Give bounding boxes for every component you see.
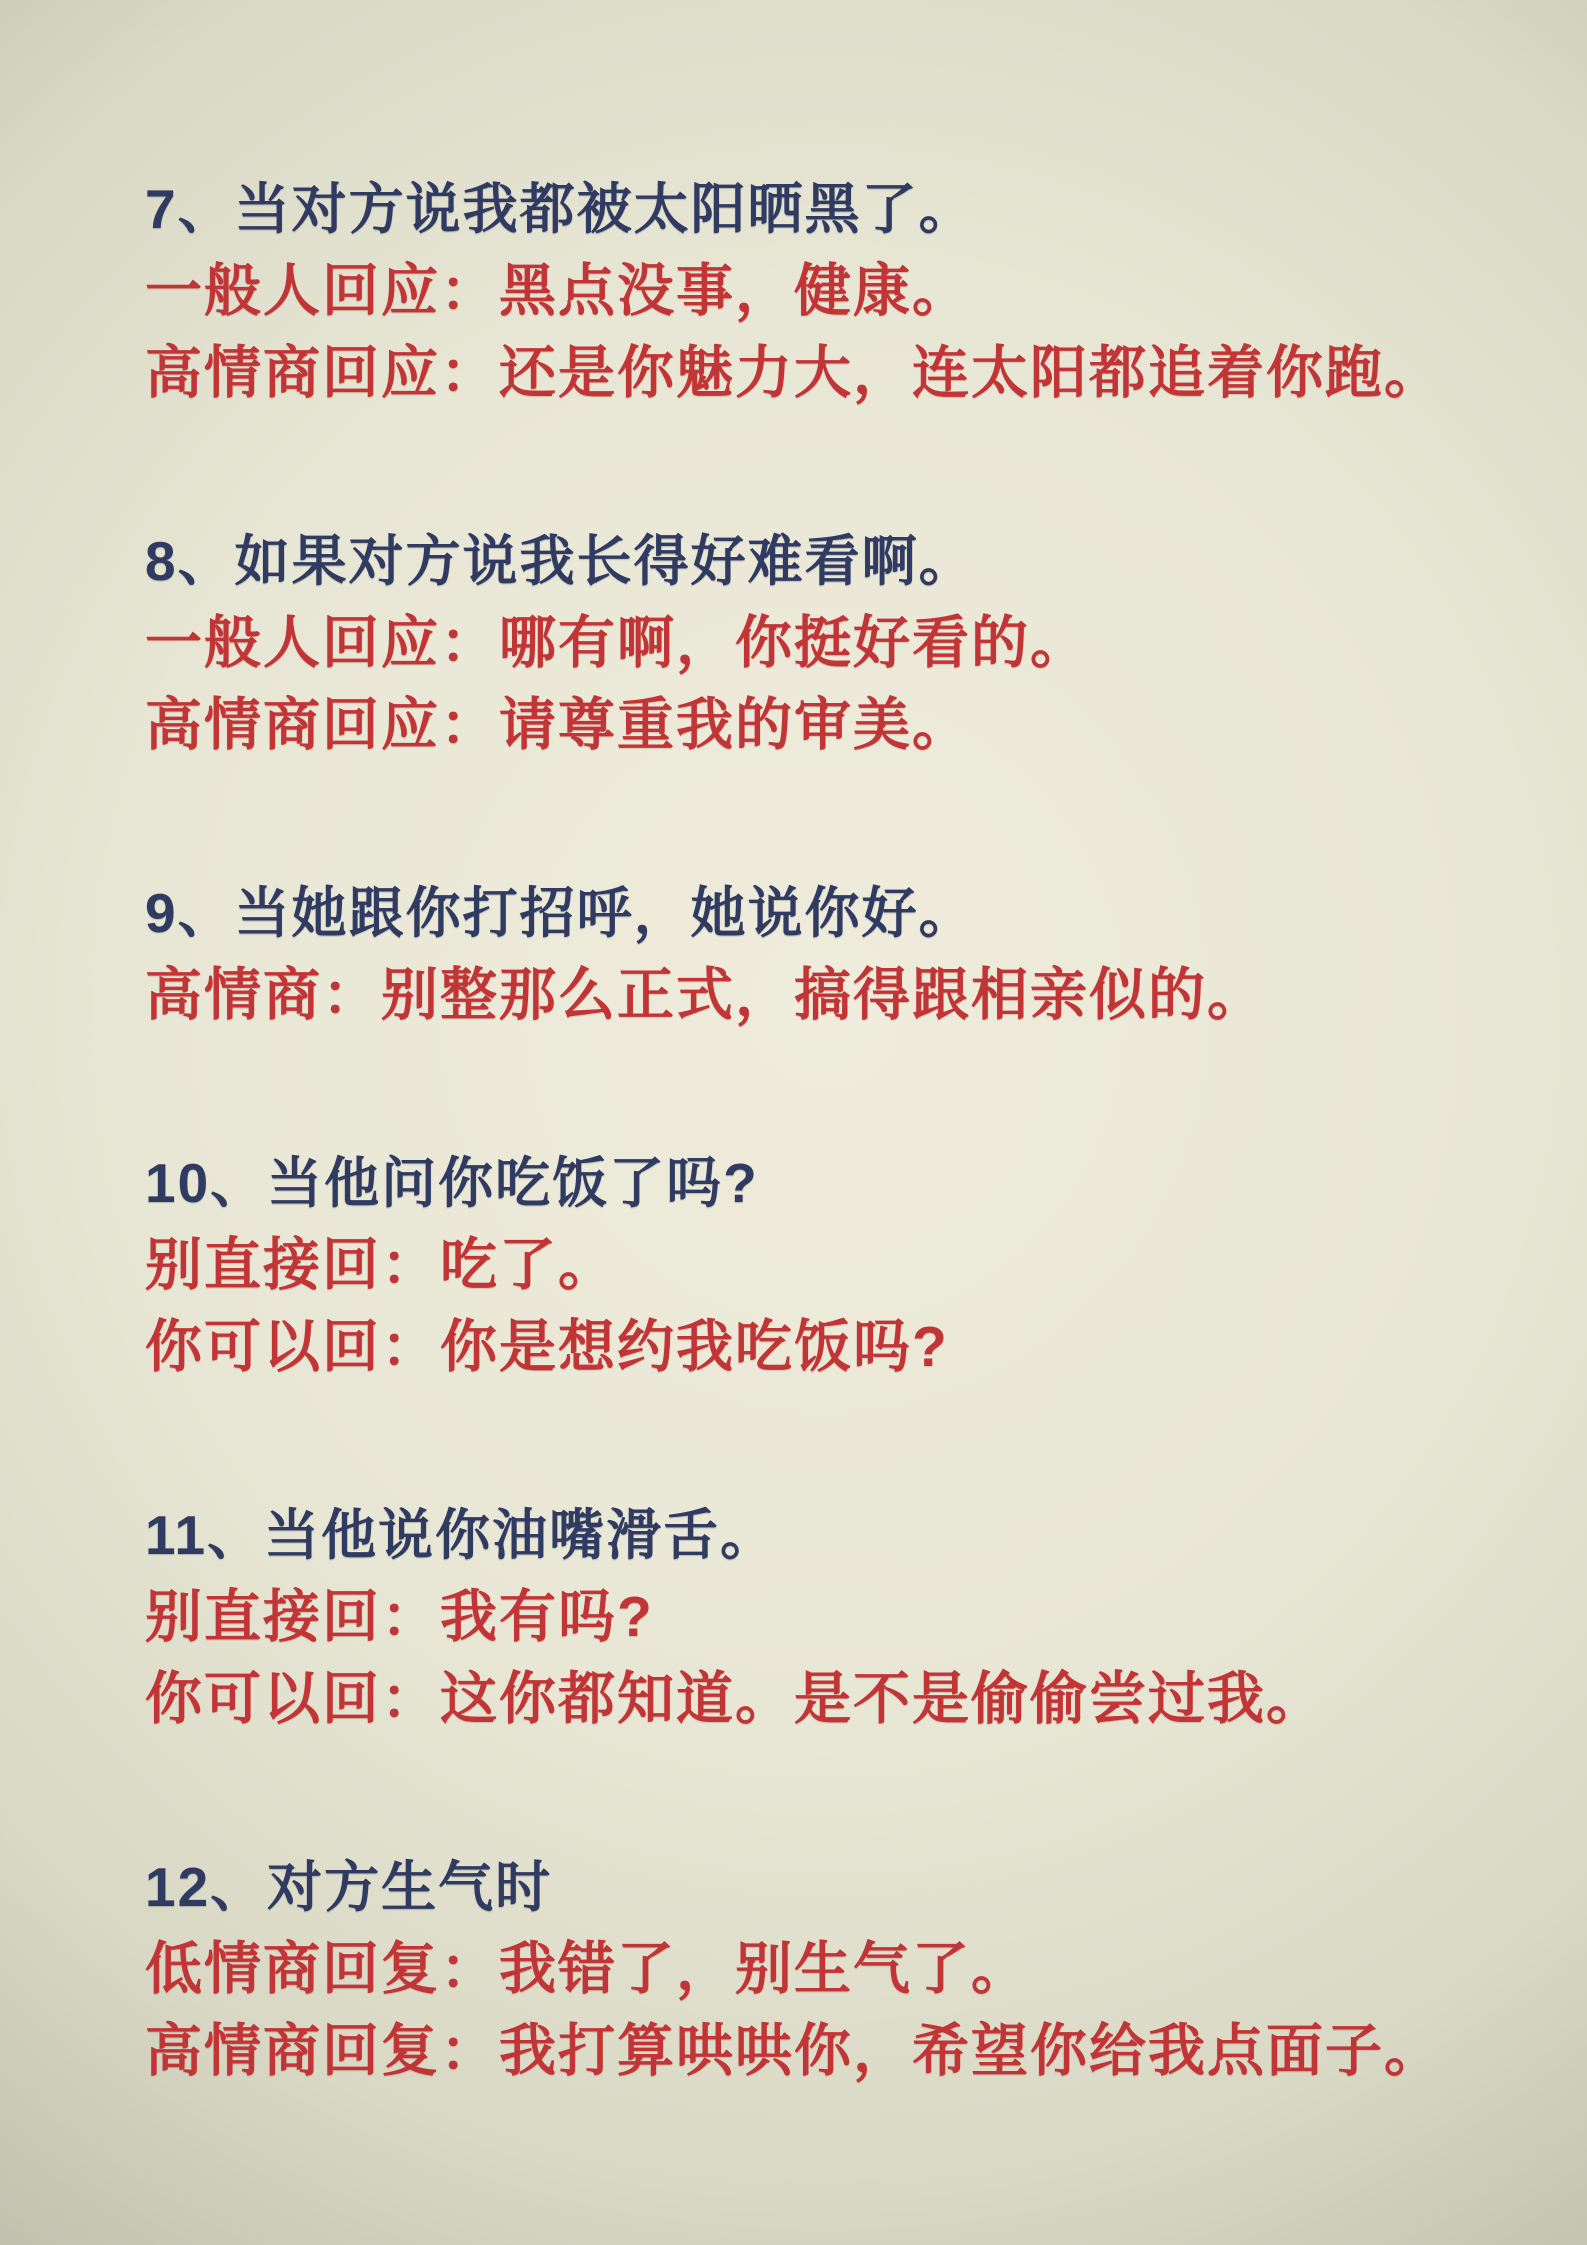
response-line-normal: 别直接回：吃了。	[145, 1233, 617, 1297]
response-line-low-eq: 低情商回复：我错了，别生气了。	[145, 1937, 1030, 2001]
question-line: 12、对方生气时	[145, 1856, 553, 1918]
response-line-high-eq: 你可以回：你是想约我吃饭吗?	[145, 1315, 949, 1379]
question-line: 10、当他问你吃饭了吗?	[145, 1152, 759, 1214]
response-line-normal: 一般人回应：哪有啊，你挺好看的。	[145, 611, 1089, 675]
qa-list	[145, 168, 1527, 2198]
question-line: 7、当对方说我都被太阳晒黑了。	[145, 178, 976, 240]
response-line-high-eq: 高情商：别整那么正式，搞得跟相亲似的。	[145, 963, 1266, 1027]
response-line-high-eq: 高情商回应：还是你魅力大，连太阳都追着你跑。	[145, 341, 1443, 405]
qa-item-11	[145, 1494, 1527, 1740]
response-line-high-eq: 你可以回：这你都知道。是不是偷偷尝过我。	[145, 1667, 1325, 1731]
qa-item-8	[145, 520, 1527, 766]
qa-item-7	[145, 168, 1527, 414]
response-line-high-eq: 高情商回应：请尊重我的审美。	[145, 693, 971, 757]
qa-item-12	[145, 1846, 1527, 2092]
question-line: 8、如果对方说我长得好难看啊。	[145, 530, 976, 592]
response-line-normal: 一般人回应：黑点没事，健康。	[145, 259, 971, 323]
response-line-normal: 别直接回：我有吗?	[145, 1585, 654, 1649]
qa-item-10	[145, 1142, 1527, 1388]
question-line: 11、当他说你油嘴滑舌。	[145, 1504, 778, 1566]
qa-item-9	[145, 872, 1527, 1036]
question-line: 9、当她跟你打招呼，她说你好。	[145, 882, 976, 944]
response-line-high-eq: 高情商回复：我打算哄哄你，希望你给我点面子。	[145, 2019, 1443, 2083]
